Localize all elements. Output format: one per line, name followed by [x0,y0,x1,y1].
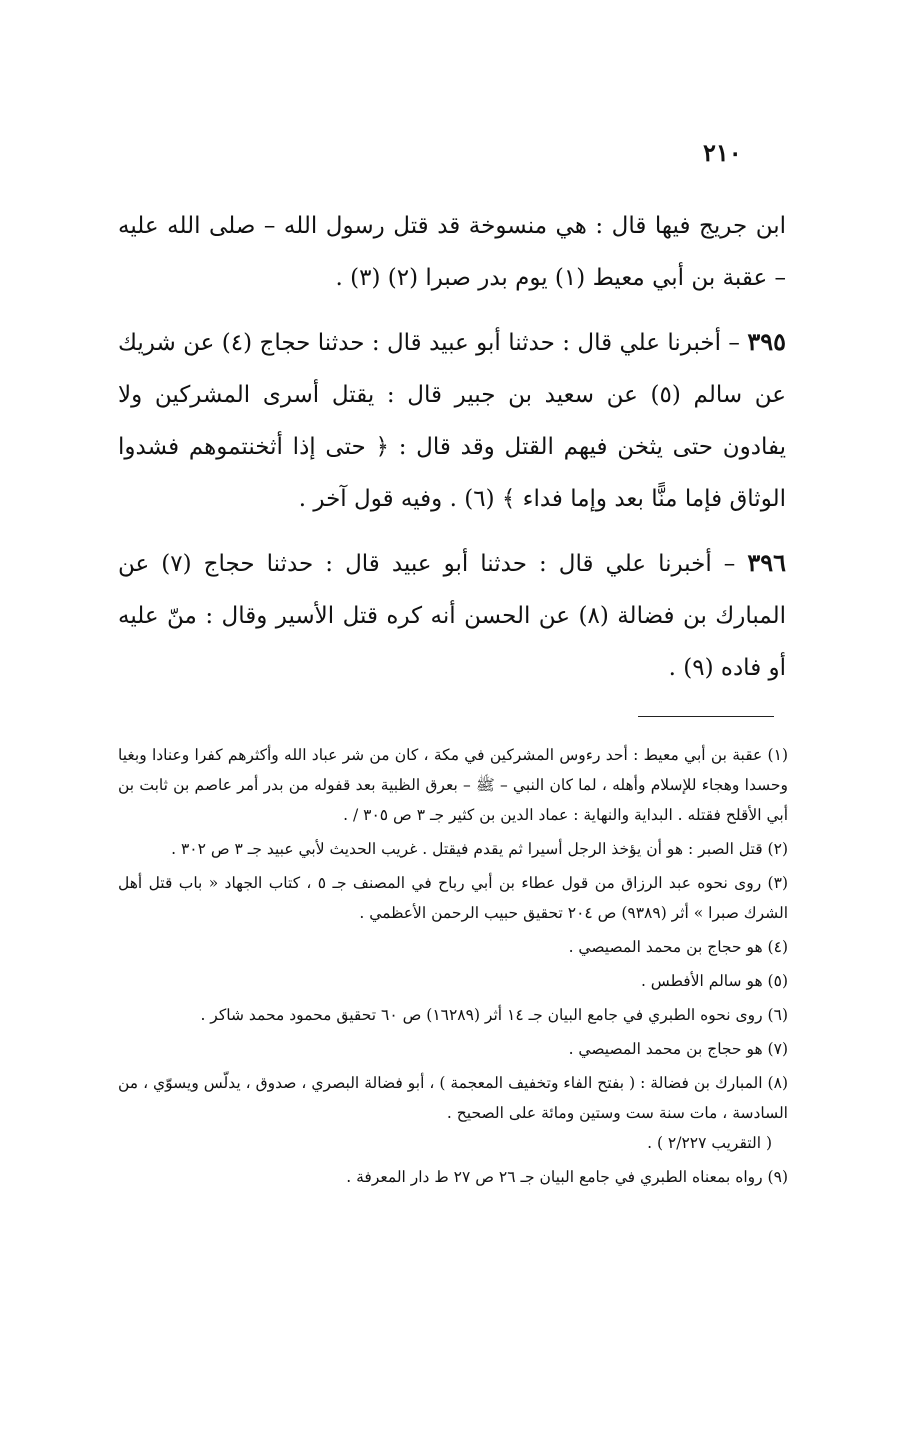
intro-paragraph: ابن جريج فيها قال : هي منسوخة قد قتل رسول الله – صلى الله عليه – عقبة بن أبي معيط (١) يوم بدر صبرا (٢) (٣) . [118,213,786,291]
footnote-text: (٦) روى نحوه الطبري في جامع البيان جـ ١٤ أثر (١٦٢٨٩) ص ٦٠ تحقيق محمود محمد شاكر . [200,1006,788,1024]
footnote-reference: ( التقريب ٢/٢٢٧ ) . [647,1134,772,1152]
footnote-separator [638,716,774,717]
footnote-text: (١) عقبة بن أبي معيط : أحد رءوس المشركين في مكة ، كان من شر عباد الله وأكثرهم كفرا وعنادا وبغيا وحسدا وهجاء للإسلام وأهله ، لما كان النبي – ﷺ – بعرق الظبية بعد قفوله من بدر أمر عاصم بن ثابت بن أبي الأقلح فقتله . البداية والنهاية : عماد الدين بن كثير جـ ٣ ص ٣٠٥ / . [118,746,788,824]
hadith-number: ٣٩٦ [747,548,786,577]
footnote [118,1068,788,1158]
main-text [118,200,786,706]
hadith-paragraph [118,537,786,694]
footnote-text: (٨) المبارك بن فضالة : ( بفتح الفاء وتخفيف المعجمة ) ، أبو فضالة البصري ، صدوق ، يدلّس ويسوّي ، من السادسة ، مات سنة ست وستين ومائة على الصحيح . [118,1074,788,1122]
hadith-text: – أخبرنا علي قال : حدثنا أبو عبيد قال : حدثنا حجاج (٤) عن شريك عن سالم (٥) عن سعيد بن جبير قال : يقتل أسرى المشركين ولا يفادون حتى يثخن فيهم القتل وقد قال : ﴿ حتى إذا أثخنتموهم فشدوا الوثاق فإما منًّا بعد وإما فداء ﴾ (٦) . وفيه قول آخر . [118,330,786,512]
footnote-text: (٣) روى نحوه عبد الرزاق من قول عطاء بن أبي رباح في المصنف جـ ٥ ، كتاب الجهاد « باب قتل أهل الشرك صبرا » أثر (٩٣٨٩) ص ٢٠٤ تحقيق حبيب الرحمن الأعظمي . [118,874,788,922]
footnote-text: (٤) هو حجاج بن محمد المصيصي . [568,938,788,956]
footnote [118,868,788,928]
footnote [118,1000,788,1030]
footnote-text: (٧) هو حجاج بن محمد المصيصي . [568,1040,788,1058]
page-number: ٢١٠ [703,138,742,167]
footnotes [118,740,788,1192]
footnote [118,740,788,830]
hadith-paragraph [118,316,786,525]
footnote-text: (٩) رواه بمعناه الطبري في جامع البيان جـ ٢٦ ص ٢٧ ط دار المعرفة . [346,1168,788,1186]
footnote [118,966,788,996]
footnote [118,1162,788,1192]
footnote-text: (٥) هو سالم الأفطس . [640,972,788,990]
footnote [118,932,788,962]
footnote-text: (٢) قتل الصبر : هو أن يؤخذ الرجل أسيرا ثم يقدم فيقتل . غريب الحديث لأبي عبيد جـ ٣ ص ٣٠٢ . [171,840,788,858]
hadith-text: – أخبرنا علي قال : حدثنا أبو عبيد قال : حدثنا حجاج (٧) عن المبارك بن فضالة (٨) عن الحسن أنه كره قتل الأسير وقال : منّ عليه أو فاده (٩) . [118,551,787,681]
hadith-number: ٣٩٥ [747,327,786,356]
footnote [118,834,788,864]
footnote [118,1034,788,1064]
